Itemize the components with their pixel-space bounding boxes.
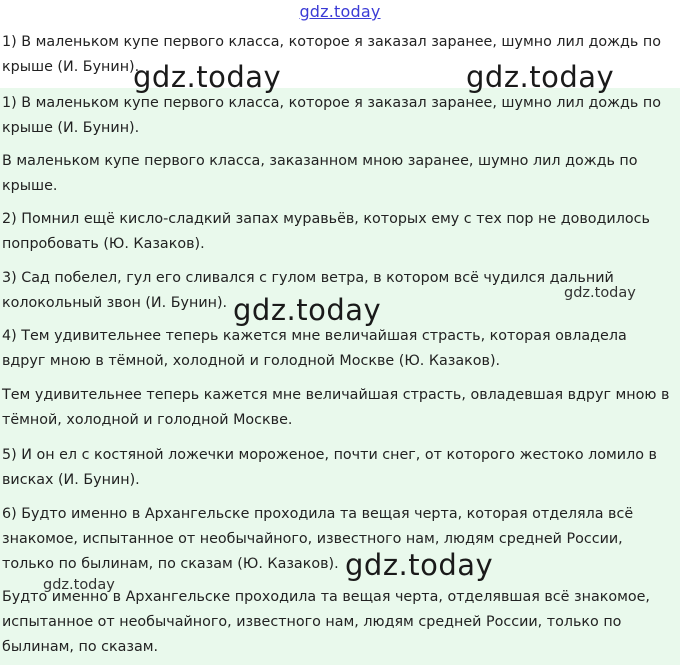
answer-paragraph-7: 5) И он ел с костяной ложечки мороженое, почти снег, от которого жестоко ломило в висках (И. Бунин). bbox=[2, 447, 657, 488]
answer-paragraph-6: Тем удивительнее теперь кажется мне величайшая страсть, овладевшая вдруг мною в тёмной, холодной и голодной Москве. bbox=[2, 387, 670, 428]
site-logo-link[interactable]: gdz.today bbox=[299, 2, 381, 21]
answer-paragraph-3: 2) Помнил ещё кисло-сладкий запах муравьёв, которых ему с тех пор не доводилось попробовать (Ю. Казаков). bbox=[2, 211, 650, 252]
answer-paragraph-8: 6) Будто именно в Архангельске проходила та вещая черта, которая отделяла всё знакомое, испытанное от необычайного, известного нам, людям средней России, только по былинам, по сказам (Ю. Казаков). bbox=[2, 506, 634, 572]
answer-paragraph-5: 4) Тем удивительнее теперь кажется мне величайшая страсть, которая овладела вдруг мною в тёмной, холодной и голодной Москве (Ю. Казаков). bbox=[2, 328, 627, 369]
answer-paragraph-4: 3) Сад побелел, гул его сливался с гулом ветра, в котором всё чудился дальний колокольный звон (И. Бунин). bbox=[2, 270, 614, 311]
watermark: gdz.today bbox=[466, 60, 615, 94]
answer-paragraph-2: В маленьком купе первого класса, заказанном мною заранее, шумно лил дождь по крыше. bbox=[2, 153, 638, 194]
watermark: gdz.today bbox=[564, 285, 636, 301]
task-text: 1) В маленьком купе первого класса, которое я заказал заранее, шумно лил дождь по крыше (И. Бунин). bbox=[2, 34, 661, 75]
answer-paragraph-1: 1) В маленьком купе первого класса, которое я заказал заранее, шумно лил дождь по крыше (И. Бунин). bbox=[2, 95, 661, 136]
watermark: gdz.today bbox=[233, 293, 382, 327]
watermark: gdz.today bbox=[43, 577, 115, 593]
answer-paragraph-9: Будто именно в Архангельске проходила та вещая черта, отделявшая всё знакомое, испытанное от необычайного, известного нам, людям средней России, только по былинам, по сказам. bbox=[2, 589, 650, 655]
watermark: gdz.today bbox=[133, 60, 282, 94]
watermark: gdz.today bbox=[345, 548, 494, 582]
